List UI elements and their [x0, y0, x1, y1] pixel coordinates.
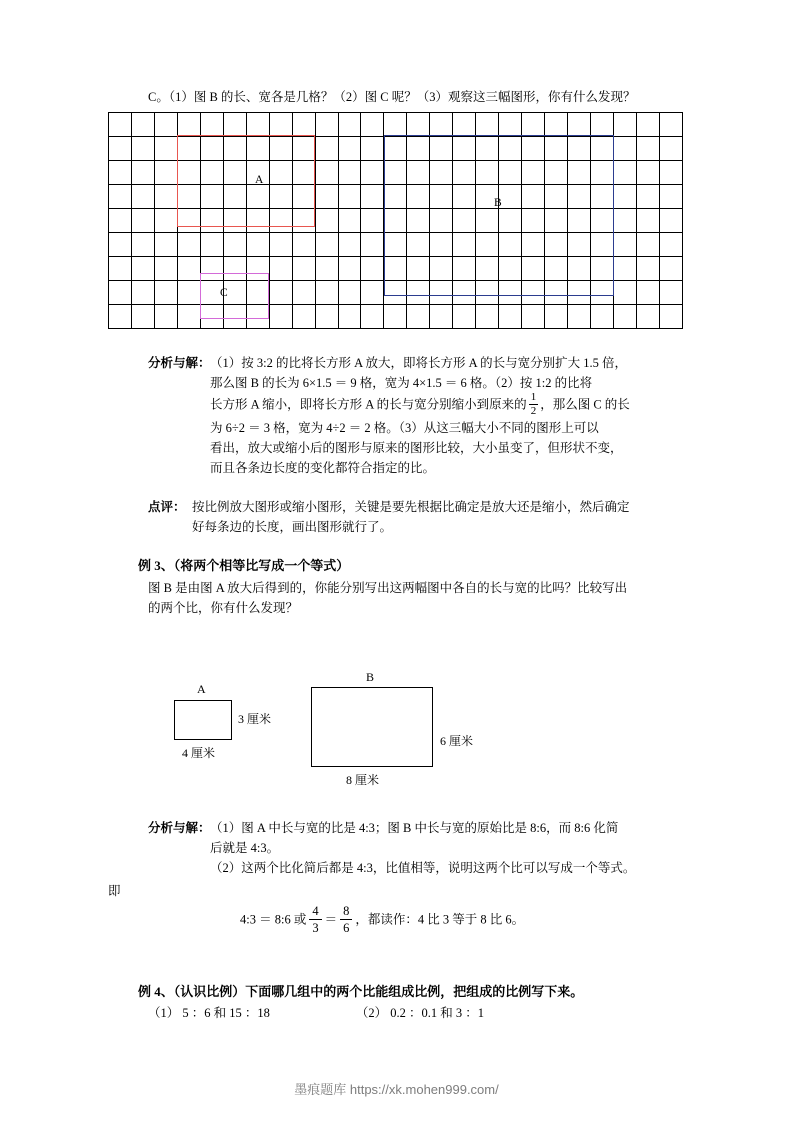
grid-cell	[246, 233, 269, 257]
example-4-item-2: （2） 0.2 ：0.1 和 3 ：1	[355, 1006, 485, 1020]
comment-block	[148, 497, 683, 537]
grid-cell	[659, 137, 682, 161]
grid-row	[109, 305, 683, 329]
grid-cell	[338, 113, 361, 137]
grid-cell	[522, 305, 545, 329]
grid-cell	[636, 209, 659, 233]
figure-rect-a	[174, 700, 232, 740]
grid-cell	[636, 257, 659, 281]
grid-cell	[154, 233, 177, 257]
grid-cell	[315, 233, 338, 257]
grid-cell	[315, 113, 338, 137]
example-3-line-1: 图 B 是由图 A 放大后得到的，你能分别写出这两幅图中各自的长与宽的比吗？比较写出	[148, 581, 628, 595]
grid-cell	[131, 257, 154, 281]
comment-tag: 点评：	[148, 500, 186, 514]
fraction-numerator: 4	[309, 904, 321, 920]
grid-cell	[659, 209, 682, 233]
analysis-2-tag: 分析与解：	[148, 821, 211, 835]
grid-cell	[591, 113, 614, 137]
grid-cell	[338, 305, 361, 329]
grid-cell	[361, 161, 384, 185]
grid-cell	[223, 113, 246, 137]
grid-cell	[154, 113, 177, 137]
grid-cell	[131, 161, 154, 185]
grid-cell	[109, 233, 132, 257]
rect-a-label: A	[255, 174, 264, 186]
analysis-1-tag: 分析与解：	[148, 356, 211, 370]
grid-cell	[636, 137, 659, 161]
figure-a-label: A	[197, 682, 206, 696]
example-3-line-2: 的两个比，你有什么发现？	[148, 601, 299, 615]
question-top-text: C。（1）图 B 的长、宽各是几格？（2）图 C 呢？（3）观察这三幅图形，你有什么发现？	[148, 90, 636, 104]
grid-cell	[269, 113, 292, 137]
grid-cell	[292, 233, 315, 257]
grid-cell	[361, 305, 384, 329]
equation-equals: ＝	[324, 912, 338, 927]
grid-cell	[636, 113, 659, 137]
rectangles-figure	[148, 672, 668, 787]
grid-cell	[613, 209, 636, 233]
analysis-1-line-1: （1）按 3:2 的比将长方形 A 放大，即将长方形 A 的长与宽分别扩大 1.5 倍，	[210, 356, 628, 370]
grid-cell	[109, 257, 132, 281]
grid-cell	[338, 209, 361, 233]
grid-cell	[338, 161, 361, 185]
grid-cell	[453, 113, 476, 137]
grid-cell	[131, 113, 154, 137]
grid-cell	[154, 209, 177, 233]
grid-cell	[613, 185, 636, 209]
grid-cell	[522, 113, 545, 137]
grid-cell	[613, 161, 636, 185]
figure-b-width-label: 8 厘米	[346, 773, 380, 787]
grid-cell	[177, 233, 200, 257]
grid-cell	[315, 257, 338, 281]
footer-watermark: 墨痕题库 https://xk.mohen999.com/	[294, 1082, 499, 1097]
grid-cell	[131, 233, 154, 257]
analysis-2-line-2: 后就是 4:3。	[210, 841, 280, 855]
fraction-denominator: 3	[312, 921, 319, 935]
grid-cell	[177, 257, 200, 281]
grid-cell	[177, 305, 200, 329]
fraction-eight-sixths	[340, 904, 352, 935]
figure-a-width-label: 4 厘米	[182, 746, 216, 760]
grid-cell	[154, 185, 177, 209]
grid-cell	[636, 281, 659, 305]
grid-cell	[636, 233, 659, 257]
grid-cell	[109, 305, 132, 329]
analysis-1-line-3-post: ，那么图 C 的长	[540, 397, 630, 412]
grid-cell	[200, 233, 223, 257]
grid-cell	[338, 233, 361, 257]
grid-cell	[177, 113, 200, 137]
grid-cell	[338, 137, 361, 161]
figure-b-height-label: 6 厘米	[440, 734, 474, 748]
grid-cell	[659, 185, 682, 209]
grid-cell	[269, 257, 292, 281]
grid-cell	[223, 233, 246, 257]
grid-cell	[591, 305, 614, 329]
example-3-title: 例 3、（将两个相等比写成一个等式）	[138, 558, 350, 573]
grid-cell	[109, 209, 132, 233]
grid-cell	[154, 161, 177, 185]
grid-cell	[315, 281, 338, 305]
grid-cell	[154, 281, 177, 305]
grid-cell	[131, 185, 154, 209]
grid-cell	[131, 137, 154, 161]
grid-cell	[499, 305, 522, 329]
grid-cell	[109, 281, 132, 305]
proportion-equation	[240, 905, 524, 936]
analysis-2-line-3: （2）这两个比化简后都是 4:3，比值相等，说明这两个比可以写成一个等式。	[210, 861, 636, 875]
fraction-denominator: 6	[343, 921, 350, 935]
grid-cell	[659, 161, 682, 185]
grid-cell	[269, 281, 292, 305]
grid-cell	[613, 305, 636, 329]
grid-cell	[384, 113, 407, 137]
grid-cell	[315, 161, 338, 185]
grid-cell	[613, 281, 636, 305]
grid-cell	[613, 233, 636, 257]
grid-cell	[177, 281, 200, 305]
grid-cell	[315, 185, 338, 209]
grid-cell	[109, 137, 132, 161]
grid-cell	[154, 137, 177, 161]
analysis-2-ji-label: 即	[108, 884, 121, 898]
equation-suffix: ，都读作：4 比 3 等于 8 比 6。	[355, 912, 525, 927]
grid-cell	[613, 137, 636, 161]
analysis-block-1	[148, 353, 683, 478]
grid-cell	[659, 257, 682, 281]
grid-cell	[292, 305, 315, 329]
grid-cell	[636, 185, 659, 209]
analysis-2-line-1: （1）图 A 中长与宽的比是 4:3；图 B 中长与宽的原始比是 8:6，而 8:6 化简	[210, 821, 619, 835]
grid-cell	[292, 257, 315, 281]
grid-cell	[613, 257, 636, 281]
grid-cell	[659, 281, 682, 305]
grid-cell	[545, 305, 568, 329]
grid-cell	[109, 113, 132, 137]
grid-figure	[108, 112, 683, 325]
grid-cell	[131, 209, 154, 233]
equation-prefix: 4:3 ＝ 8:6 或	[240, 912, 307, 927]
grid-cell	[361, 281, 384, 305]
analysis-1-line-5: 看出，放大或缩小后的图形与原来的图形比较，大小虽变了，但形状不变，	[210, 441, 623, 455]
example-3-body	[148, 578, 688, 618]
grid-cell	[315, 209, 338, 233]
grid-cell	[109, 161, 132, 185]
grid-cell	[407, 305, 430, 329]
grid-cell	[338, 281, 361, 305]
grid-cell	[315, 137, 338, 161]
grid-cell	[568, 305, 591, 329]
grid-cell	[292, 281, 315, 305]
grid-cell	[154, 257, 177, 281]
grid-cell	[246, 113, 269, 137]
grid-cell	[384, 305, 407, 329]
fraction-numerator: 8	[340, 904, 352, 920]
grid-cell	[131, 305, 154, 329]
grid-cell	[613, 113, 636, 137]
analysis-block-2	[148, 818, 688, 878]
grid-cell	[200, 113, 223, 137]
figure-a-height-label: 3 厘米	[238, 712, 272, 726]
grid-cell	[361, 137, 384, 161]
grid-cell	[361, 257, 384, 281]
grid-cell	[545, 113, 568, 137]
grid-cell	[430, 113, 453, 137]
rect-c-outline	[200, 273, 269, 319]
grid-cell	[269, 305, 292, 329]
fraction-denominator: 2	[530, 405, 537, 417]
grid-cell	[476, 305, 499, 329]
rect-a-outline	[177, 135, 315, 227]
example-4-item-1: （1） 5 ：6 和 15 ：18	[148, 1006, 270, 1020]
grid-cell	[109, 185, 132, 209]
analysis-1-line-6: 而且各条边长度的变化都符合指定的比。	[210, 461, 436, 475]
grid-cell	[659, 113, 682, 137]
grid-cell	[499, 113, 522, 137]
grid-cell	[636, 161, 659, 185]
grid-cell	[659, 305, 682, 329]
figure-rect-b	[311, 687, 433, 767]
grid-cell	[361, 233, 384, 257]
analysis-1-line-4: 为 6÷2 ＝ 3 格，宽为 4÷2 ＝ 2 格。（3）从这三幅大小不同的图形上可以	[210, 421, 599, 435]
grid-cell	[315, 305, 338, 329]
figure-b-label: B	[366, 670, 375, 684]
grid-cell	[338, 257, 361, 281]
comment-line-2: 好每条边的长度，画出图形就行了。	[192, 520, 393, 534]
grid-cell	[407, 113, 430, 137]
grid-cell	[430, 305, 453, 329]
rect-c-label: C	[220, 287, 228, 299]
grid-cell	[361, 185, 384, 209]
grid-cell	[154, 305, 177, 329]
example-4-items	[148, 1003, 748, 1023]
analysis-1-line-2: 那么图 B 的长为 6×1.5 ＝ 9 格，宽为 4×1.5 ＝ 6 格。（2）按 1:2 的比将	[210, 376, 593, 390]
grid-cell	[476, 113, 499, 137]
grid-cell	[659, 233, 682, 257]
grid-cell	[568, 113, 591, 137]
rect-b-outline	[384, 135, 614, 296]
grid-cell	[453, 305, 476, 329]
grid-cell	[338, 185, 361, 209]
grid-row	[109, 113, 683, 137]
comment-line-1: 按比例放大图形或缩小图形，关键是要先根据比确定是放大还是缩小，然后确定	[192, 500, 630, 514]
grid-cell	[292, 113, 315, 137]
grid-cell	[361, 209, 384, 233]
example-4-title: 例 4、（认识比例）下面哪几组中的两个比能组成比例，把组成的比例写下来。	[138, 984, 584, 999]
grid-cell	[269, 233, 292, 257]
fraction-four-thirds	[309, 904, 321, 935]
fraction-numerator: 1	[530, 391, 537, 403]
grid-cell	[361, 113, 384, 137]
grid-cell	[636, 305, 659, 329]
analysis-1-line-3-pre: 长方形 A 缩小，即将长方形 A 的长与宽分别缩小到原来的	[210, 397, 527, 412]
fraction-one-half	[529, 392, 539, 417]
grid-cell	[131, 281, 154, 305]
rect-b-label: B	[494, 197, 502, 209]
